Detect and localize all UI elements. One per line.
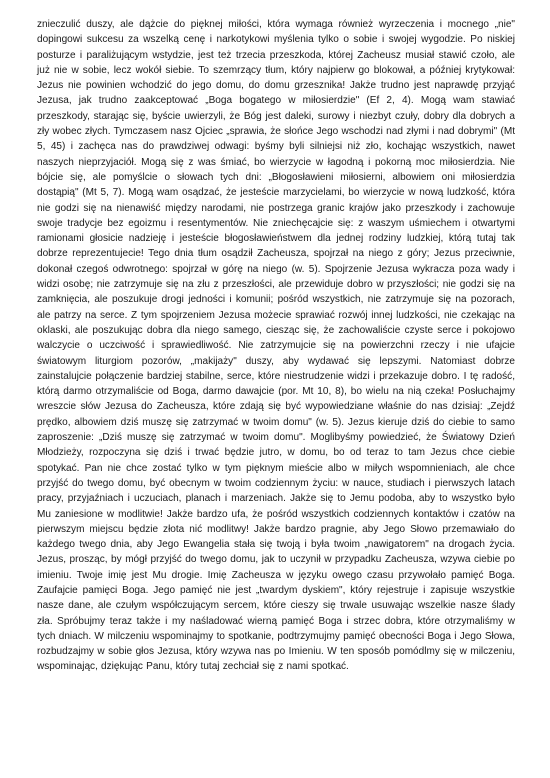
body-text-block [37, 17, 515, 675]
body-paragraph: znieczulić duszy, ale dążcie do pięknej miłości, która wymaga również wyrzeczenia i mocnego „nie" dopingowi sukcesu za wszelką cenę i narkotykowi myślenia tylko o sobie i swojej wygodzie. Po niskiej posturze i paraliżującym wstydzie, jest też trzecia przeszkoda, której Zacheusz musiał stawić czoło, ale już nie w sobie, lecz wokół siebie. To szemrzący tłum, który najpierw go blokował, a później krytykował: Jezus nie powinien wchodzić do jego domu, do domu grzesznika! Jakże trudno jest naprawdę przyjąć Jezusa, jak trudno zaakceptować „Boga bogatego w miłosierdzie" (Ef 2, 4). Mogą wam stawiać przeszkody, starając się, byście uwierzyli, że Bóg jest daleki, surowy i niezbyt czuły, dobry dla dobrych a zły wobec złych. Tymczasem nasz Ojciec „sprawia, że słońce Jego wschodzi nad złymi i nad dobrymi" (Mt 5, 45) i zachęca nas do prawdziwej odwagi: byśmy byli silniejsi niż zło, kochając wszystkich, nawet naszych nieprzyjaciół. Mogą się z was śmiać, bo wierzycie w łagodną i pokorną moc miłosierdzia. Nie bójcie się, ale pomyślcie o słowach tych dni: „Błogosławieni miłosierni, albowiem oni miłosierdzia dostąpią" (Mt 5, 7). Mogą wam osądzać, że jesteście marzycielami, bo wierzycie w nową ludzkość, która nie godzi się na nienawiść między narodami, nie postrzega granic krajów jako przeszkody i zachowuje swoje tradycje bez egoizmu i resentymentów. Nie zniechęcajcie się: z waszym uśmiechem i otwartymi ramionami głosicie nadzieję i jesteście błogosławieństwem dla jednej rodziny ludzkiej, którą tutaj tak dobrze reprezentujecie! Tego dnia tłum osądził Zacheusza, spojrzał na niego z góry; Jezus przeciwnie, dokonał czegoś odwrotnego: spojrzał w górę na niego (w. 5). Spojrzenie Jezusa wykracza poza wady i widzi osobę; nie zatrzymuje się na złu z przeszłości, ale przewiduje dobro w przyszłości; nie godzi się na zamknięcia, ale poszukuje drogi jedności i komunii; pośród wszystkich, nie zatrzymuje się na pozorach, ale patrzy na serce. Z tym spojrzeniem Jezusa możecie sprawiać rozwój innej ludzkości, nie czekając na oklaski, ale poszukując dobra dla niego samego, ciesząc się, że zachowaliście czyste serce i pokojowo walczycie o uczciwość i sprawiedliwość. Nie zatrzymujcie się na powierzchni rzeczy i nie ufajcie światowym liturgiom pozorów, „makijaży" duszy, aby wydawać się lepszymi. Natomiast dobrze zainstalujcie połączenie bardziej stabilne, serce, które niestrudzenie widzi i przekazuje dobro. I tę radość, którą darmo otrzymaliście od Boga, darmo dawajcie (por. Mt 10, 8), bo wielu na nią czeka! Posłuchajmy wreszcie słów Jezusa do Zacheusza, które zdają się być wypowiedziane właśnie do nas dzisiaj: „Zejdź prędko, albowiem dziś muszę się zatrzymać w twoim domu" (w. 5). Jezus kieruje dziś do ciebie to samo zaproszenie: „Dziś muszę się zatrzymać w twoim domu". Moglibyśmy powiedzieć, że Światowy Dzień Młodzieży, rozpoczyna się dziś i trwać będzie jutro, w domu, bo od teraz to tam Jezus chce ciebie spotykać. Pan nie chce zostać tylko w tym pięknym mieście albo w miłych wspomnieniach, ale chce przyjść do twego domu, być obecnym w twoim codziennym życiu: w nauce, studiach i pierwszych latach pracy, przyjaźniach i uczuciach, planach i marzeniach. Jakże się to Jemu podoba, aby to wszystko było Mu zaniesione w modlitwie! Jakże bardzo ufa, że pośród wszystkich codziennych kontaktów i czatów na pierwszym miejscu będzie złota nić modlitwy! Jakże bardzo pragnie, aby Jego Słowo przemawiało do każdego twego dnia, aby Jego Ewangelia stała się twoją i była twoim „nawigatorem" na drogach życia. Jezus, prosząc, by mógł przyjść do twego domu, jak to uczynił w przypadku Zacheusza, wzywa ciebie po imieniu. Twoje imię jest Mu drogie. Imię Zacheusza w języku owego czasu przywołało pamięć Boga. Zaufajcie pamięci Boga. Jego pamięć nie jest „twardym dyskiem", który rejestruje i zapisuje wszystkie nasze dane, ale czułym współczującym sercem, które cieszy się trwale usuwając wszelkie nasze ślady zła. Spróbujmy teraz także i my naśladować wierną pamięć Boga i strzec dobra, które otrzymaliśmy w tych dniach. W milczeniu wspominajmy to spotkanie, podtrzymujmy pamięć obecności Boga i Jego Słowa, rozbudzajmy w sobie głos Jezusa, który wzywa nas po Imieniu. W ten sposób pomódlmy się w milczeniu, wspominając, dziękując Panu, który tutaj zechciał się z nami spotkać. [37, 19, 515, 673]
